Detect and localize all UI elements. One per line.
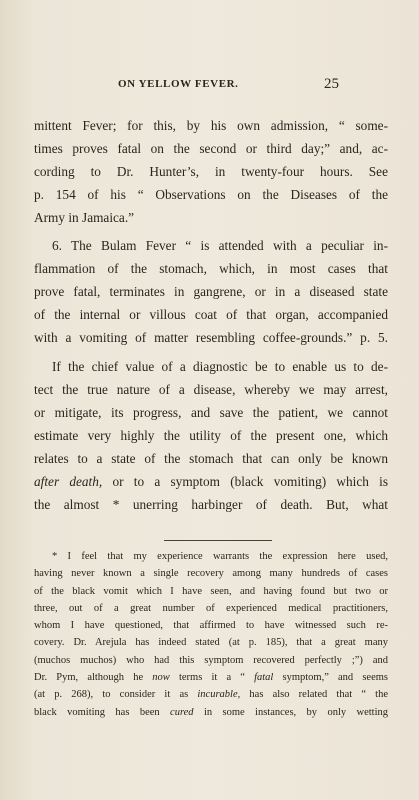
text-line (34, 470, 388, 493)
text-line: cording to Dr. Hunter’s, in twenty-four hours. See (34, 164, 388, 179)
text-line: the almost * unerring harbinger of death. But, what (34, 497, 388, 512)
text-line: If the chief value of a diagnostic be to enable us to de- (52, 359, 388, 374)
running-title: ON YELLOW FEVER. (118, 78, 239, 90)
italic-word: cured (170, 706, 194, 718)
text-line: 6. The Bulam Fever “ is attended with a peculiar in- (52, 238, 388, 253)
footnote-line: three, out of a great number of experienced medical practitioners, (34, 602, 388, 614)
text-line: tect the true nature of a disease, whereby we may arrest, (34, 382, 388, 397)
italic-word: incurable, (197, 689, 241, 701)
paragraph-3 (34, 355, 388, 516)
text-line: Army in Jamaica.” (34, 210, 135, 225)
footnote-line (34, 669, 388, 686)
text-line: of the internal or villous coat of that organ, accompanied (34, 307, 388, 322)
text-line: prove fatal, terminates in gangrene, or in a diseased state (34, 284, 388, 299)
paragraph-2 (34, 234, 388, 349)
text-line: estimate very highly the utility of the present one, which (34, 428, 388, 443)
text-line: with a vomiting of matter resembling coffee-grounds.” p. 5. (34, 330, 388, 345)
text-line: flammation of the stomach, which, in most cases that (34, 261, 388, 276)
text-line: times proves fatal on the second or third day;” and, ac- (34, 141, 388, 156)
text-line: p. 154 of his “ Observations on the Diseases of the (34, 187, 388, 202)
footnote (34, 548, 388, 721)
running-header (0, 76, 419, 96)
text-segment: black vomiting has been (34, 706, 171, 718)
text-segment: has also related that “ the (240, 689, 389, 701)
paragraph-1 (34, 114, 388, 229)
footnote-line: covery. Dr. Arejula has indeed stated (at p. 185), that a great many (34, 637, 388, 649)
text-line: relates to a state of the stomach that can only be known (34, 451, 388, 466)
text-segment: or to a symptom (black vomiting) which is (102, 474, 388, 489)
footnote-line: of the black vomit which I have seen, and having found but two or (34, 585, 388, 597)
page-number: 25 (324, 76, 339, 92)
footnote-line (34, 704, 388, 721)
footnote-divider (164, 540, 272, 541)
italic-word: now (152, 672, 170, 684)
text-segment: symptom,” and seems (273, 672, 389, 684)
text-segment: (at p. 268), to consider it as (34, 689, 198, 701)
text-line: or mitigate, its progress, and save the patient, we cannot (34, 405, 388, 420)
footnote-line: * I feel that my experience warrants the expression here used, (52, 551, 388, 562)
footnote-line: having never known a single recovery among many hundreds of cases (34, 568, 388, 580)
italic-phrase: after death, (34, 474, 103, 489)
footnote-line: whom I have questioned, that affirmed to have witnessed such re- (34, 620, 388, 632)
text-segment: in some instances, by only wetting (193, 706, 388, 718)
text-line: mittent Fever; for this, by his own admission, “ some- (34, 118, 388, 133)
footnote-line: (muchos muchos) who had this symptom recovered perfectly ;”) and (34, 654, 388, 666)
text-segment: Dr. Pym, although he (34, 672, 153, 684)
footnote-line (34, 686, 388, 703)
text-segment: terms it a “ (169, 672, 255, 684)
italic-word: fatal (254, 672, 274, 684)
